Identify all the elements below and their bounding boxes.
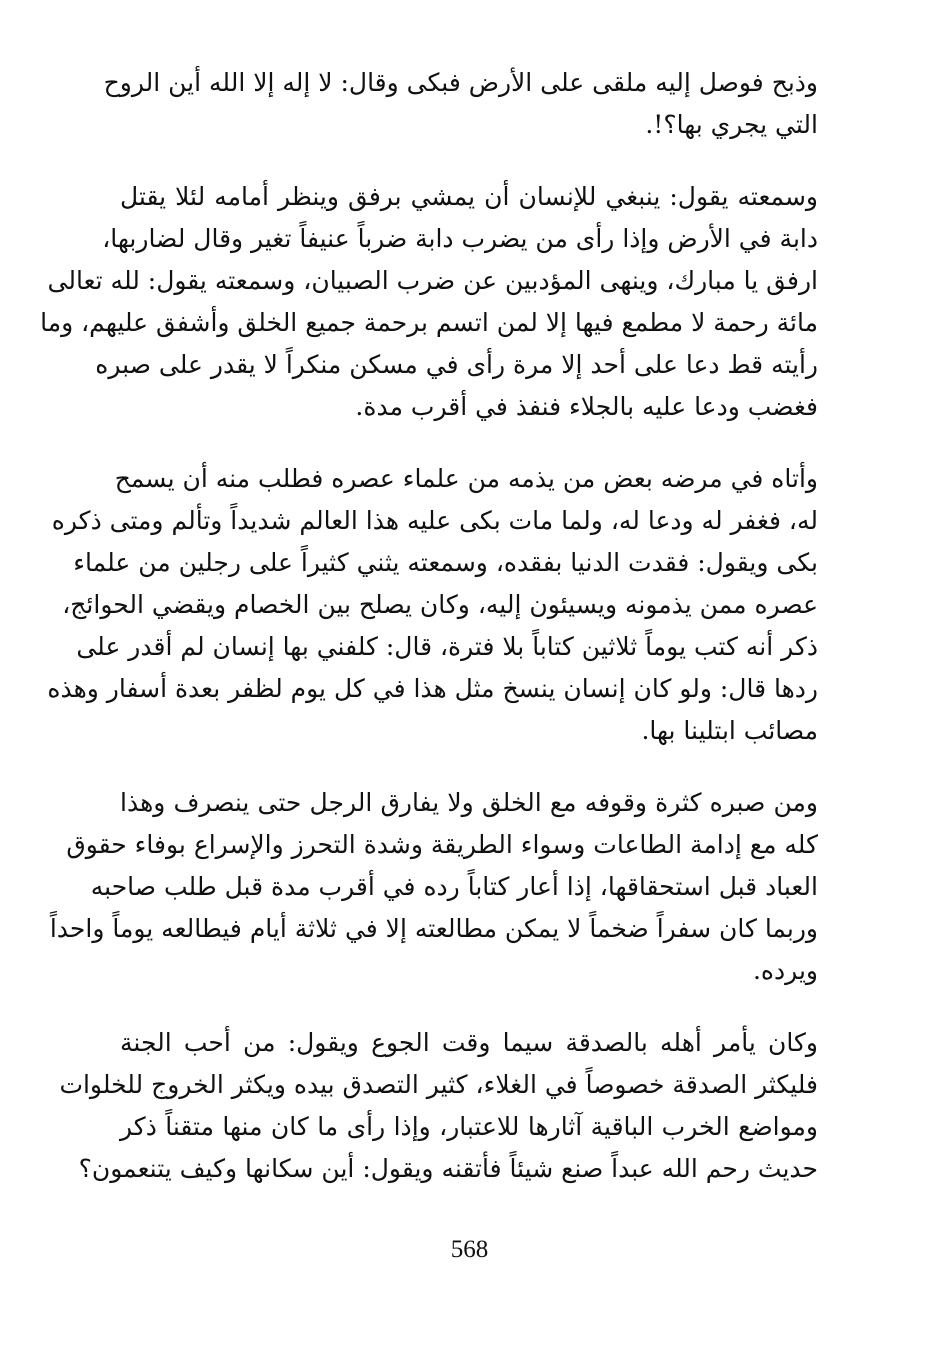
text-line: ومن صبره كثرة وقوفه مع الخلق ولا يفارق الرجل حتى ينصرف وهذا	[120, 788, 818, 817]
text-line: ارفق يا مبارك، وينهى المؤدبين عن ضرب الصبيان، وسمعته يقول: لله تعالى	[47, 266, 818, 295]
paragraph	[40, 176, 818, 428]
text-line: وربما كان سفراً ضخماً لا يمكن مطالعته إلا في ثلاثة أيام فيطالعه يوماً واحداً	[49, 914, 818, 943]
paragraph	[49, 782, 818, 992]
text-line: فليكثر الصدقة خصوصاً في الغلاء، كثير التصدق بيده ويكثر الخروج للخلوات	[59, 1070, 818, 1099]
text-line: التي يجري بها؟!.	[645, 110, 818, 139]
body-text	[40, 62, 818, 1220]
text-line: العباد قبل استحقاقها، إذا أعار كتاباً رده في أقرب مدة قبل طلب صاحبه	[90, 872, 818, 901]
text-line: دابة في الأرض وإذا رأى من يضرب دابة ضرباً عنيفاً تغير وقال لضاربها،	[102, 224, 818, 253]
text-line: وسمعته يقول: ينبغي للإنسان أن يمشي برفق وينظر أمامه لئلا يقتل	[120, 182, 818, 211]
text-line: رأيته قط دعا على أحد إلا مرة رأى في مسكن منكراً لا يقدر على صبره	[95, 350, 818, 379]
text-line: فغضب ودعا عليه بالجلاء فنفذ في أقرب مدة.	[355, 392, 818, 421]
text-line: ويرده.	[752, 956, 818, 985]
text-line: ذكر أنه كتب يوماً ثلاثين كتاباً بلا فترة، قال: كلفني بها إنسان لم أقدر على	[76, 632, 818, 661]
text-line: مائة رحمة لا مطمع فيها إلا لمن اتسم برحمة جميع الخلق وأشفق عليهم، وما	[40, 308, 818, 337]
text-line: عصره ممن يذمونه ويسيئون إليه، وكان يصلح بين الخصام ويقضي الحوائج،	[62, 590, 818, 619]
text-line: له، فغفر له ودعا له، ولما مات بكى عليه هذا العالم شديداً وتألم ومتى ذكره	[51, 506, 818, 535]
paragraph	[47, 458, 818, 752]
text-line: ومواضع الخرب الباقية آثارها للاعتبار، وإذا رأى ما كان منها متقناً ذكر	[120, 1112, 818, 1141]
text-line: بكى ويقول: فقدت الدنيا بفقده، وسمعته يثني كثيراً على رجلين من علماء	[73, 548, 818, 577]
text-line: مصائب ابتلينا بها.	[641, 716, 818, 745]
text-line: ردها قال: ولو كان إنسان ينسخ مثل هذا في كل يوم لظفر بعدة أسفار وهذه	[47, 674, 818, 703]
paragraph	[59, 1022, 818, 1190]
text-line: وذبح فوصل إليه ملقى على الأرض فبكى وقال: لا إله إلا الله أين الروح	[103, 68, 818, 97]
text-line: وأتاه في مرضه بعض من يذمه من علماء عصره فطلب منه أن يسمح	[114, 464, 818, 493]
page-number: 568	[450, 1236, 489, 1263]
text-line: حديث رحم الله عبداً صنع شيئاً فأتقنه ويقول: أين سكانها وكيف يتنعمون؟	[78, 1154, 818, 1183]
text-line: كله مع إدامة الطاعات وسواء الطريقة وشدة التحرز والإسراع بوفاء حقوق	[66, 830, 818, 859]
text-line: وكان يأمر أهله بالصدقة سيما وقت الجوع ويقول: من أحب الجنة	[120, 1028, 818, 1057]
paragraph	[103, 62, 818, 146]
